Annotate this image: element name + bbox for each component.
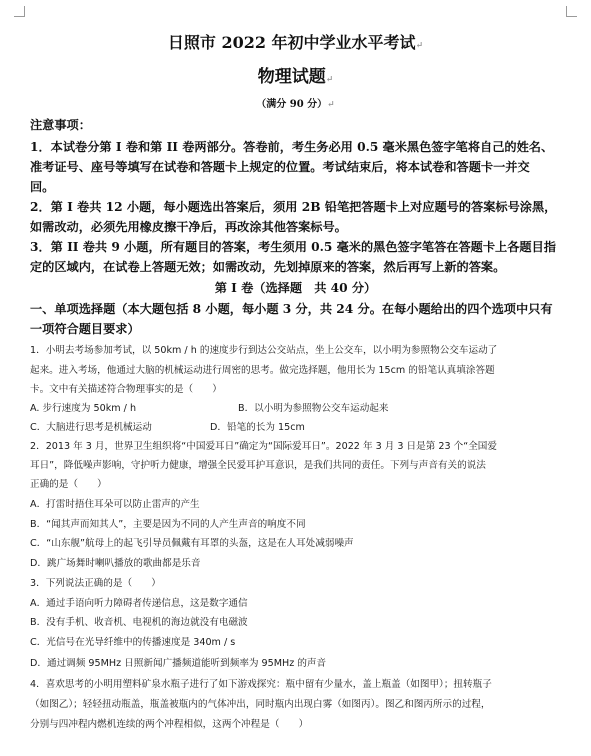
question-1-option-d: D．铅笔的长为 15cm	[210, 422, 305, 433]
notice-line: 准考证号、座号等填写在试卷和答题卡上规定的位置。考试结束后，将本试卷和答题卡一并交	[30, 160, 530, 174]
question-3-option: A．通过手语向听力障碍者传递信息，这是数字通信	[30, 598, 248, 609]
part1-heading: 第 I 卷（选择题 共 40 分）	[214, 281, 377, 295]
question-2-stem: 2．2013 年 3 月，世界卫生组织将“中国爱耳日”确定为“国际爱耳日”。2022 年 3 月 3 日是第 23 个“全国爱	[30, 441, 497, 452]
question-2-option: B．“闻其声而知其人”，主要是因为不同的人产生声音的响度不同	[30, 519, 306, 530]
full-score: （满分 90 分）↵	[256, 99, 335, 110]
question-2-option: C．“山东舰”航母上的起飞引导员佩戴有耳罩的头盔，这是在人耳处减弱噪声	[30, 538, 354, 549]
question-4-stem: 4．喜欢思考的小明用塑料矿泉水瓶子进行了如下游戏探究：瓶中留有少量水，盖上瓶盖（如图甲）；扭转瓶子	[30, 679, 492, 690]
margin-corner-mark	[566, 6, 577, 17]
question-3-stem: 3．下列说法正确的是（ ）	[30, 578, 161, 589]
question-1-stem: 1．小明去考场参加考试，以 50km / h 的速度步行到达公交站点，坐上公交车，以小明为参照物公交车运动了	[30, 345, 498, 356]
section-heading: 一、单项选择题（本大题包括 8 小题，每小题 3 分，共 24 分。在每小题给出的四个选项中只有	[30, 302, 553, 316]
question-4-stem: （如图乙）；轻轻扭动瓶盖，瓶盖被瓶内的气体冲出，同时瓶内出现白雾（如图丙）。图乙和图丙所示的过程，	[30, 699, 491, 710]
notice-heading: 注意事项：	[30, 118, 91, 132]
question-1-option-c: C．大脑进行思考是机械运动	[30, 422, 152, 433]
notice-line: 2．第 I 卷共 12 小题，每小题选出答案后，须用 2B 铅笔把答题卡上对应题号的答案标号涂黑，	[30, 200, 557, 214]
question-2-option: A．打雷时捂住耳朵可以防止雷声的产生	[30, 499, 200, 510]
margin-corner-mark	[14, 6, 25, 17]
notice-line: 回。	[30, 180, 55, 194]
subject-title: 物理试题↵	[257, 67, 334, 87]
question-1-stem: 起来。进入考场，他通过大脑的机械运动进行周密的思考。做完选择题，他用长为 15cm 的铅笔认真填涂答题	[30, 365, 495, 376]
question-1-option-a: A. 步行速度为 50km / h	[30, 403, 137, 414]
notice-line: 如需改动，必须先用橡皮擦干净后，再改涂其他答案标号。	[30, 220, 347, 234]
question-3-option: C．光信号在光导纤维中的传播速度是 340m / s	[30, 637, 236, 648]
question-2-option: D．跳广场舞时喇叭播放的歌曲都是乐音	[30, 558, 201, 569]
notice-line: 定的区域内，在试卷上答题无效；如需改动，先划掉原来的答案，然后再写上新的答案。	[30, 260, 506, 274]
question-4-stem: 分别与四冲程内燃机连续的两个冲程相似，这两个冲程是（ ）	[30, 719, 309, 730]
question-2-stem: 耳日”，降低噪声影响，守护听力健康，增强全民爱耳护耳意识，是我们共同的责任。下列与声音有关的说法	[30, 460, 486, 471]
question-3-option: D．通过调频 95MHz 日照新闻广播频道能听到频率为 95MHz 的声音	[30, 658, 327, 669]
section-heading: 一项符合题目要求）	[30, 322, 140, 336]
question-1-stem: 卡。文中有关描述符合物理事实的是（ ）	[30, 384, 222, 395]
exam-title: 日照市 2022 年初中学业水平考试↵	[167, 33, 424, 52]
question-1-option-b: B．以小明为参照物公交车运动起来	[238, 403, 389, 414]
question-2-stem: 正确的是（ ）	[30, 479, 107, 490]
question-3-option: B．没有手机、收音机、电视机的海边就没有电磁波	[30, 617, 248, 628]
notice-line: 1．本试卷分第 I 卷和第 II 卷两部分。答卷前，考生务必用 0.5 毫米黑色签字笔将自己的姓名、	[30, 140, 554, 154]
notice-line: 3．第 II 卷共 9 小题，所有题目的答案，考生须用 0.5 毫米的黑色签字笔答在答题卡上各题目指	[30, 240, 556, 254]
